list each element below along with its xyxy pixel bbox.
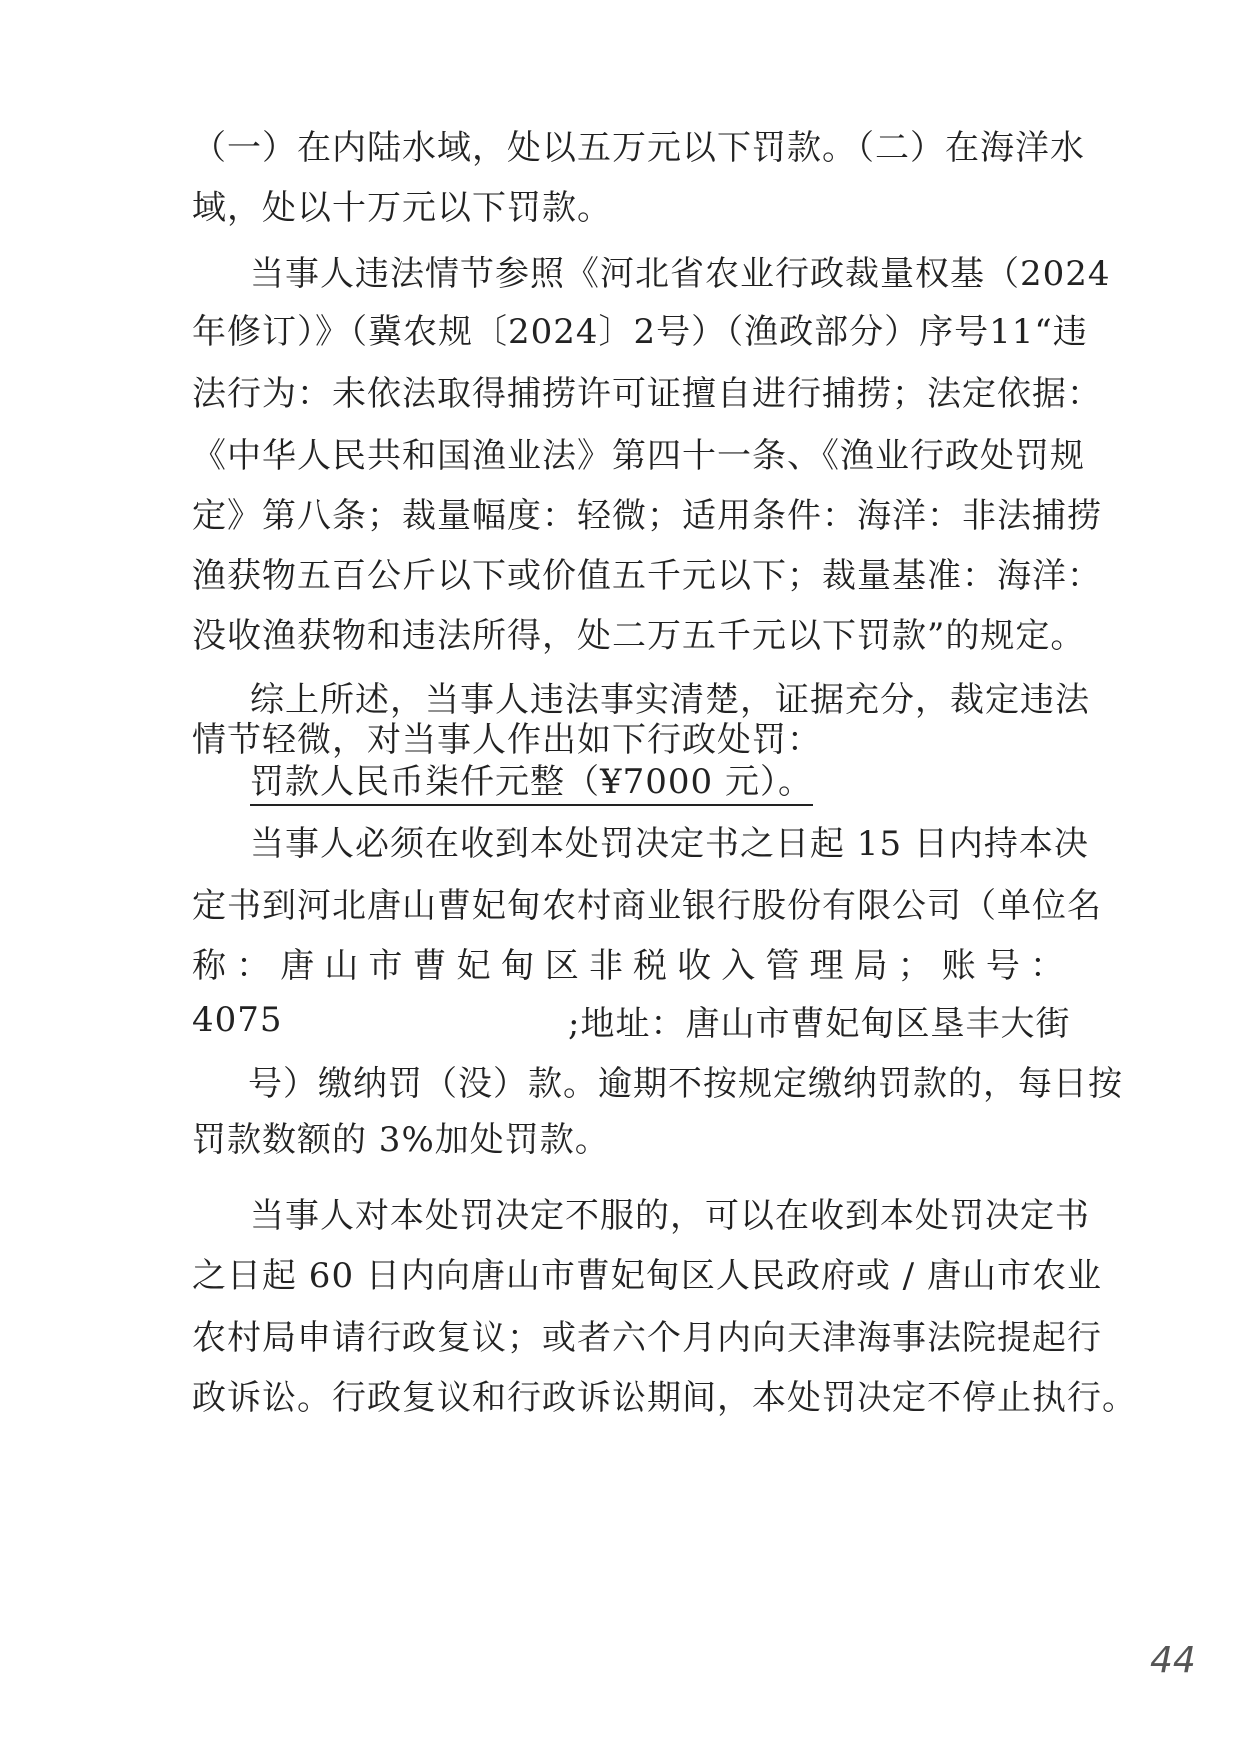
- paragraph-line: 没收渔获物和违法所得，处二万五千元以下罚款”的规定。: [192, 616, 1086, 656]
- paragraph-line: 之日起 60 日内向唐山市曹妃甸区人民政府或 / 唐山市农业: [192, 1256, 1102, 1296]
- paragraph-line: 域，处以十万元以下罚款。: [192, 188, 612, 228]
- paragraph-line: 当事人必须在收到本处罚决定书之日起 15 日内持本决: [250, 824, 1089, 864]
- penalty-amount: 罚款人民币柒仟元整（¥7000 元）。: [250, 762, 813, 806]
- paragraph-line: 称：唐山市曹妃甸区非税收入管理局；账号：: [192, 946, 1072, 986]
- paragraph-line: 《中华人民共和国渔业法》第四十一条、《渔业行政处罚规: [192, 436, 1085, 476]
- paragraph-line: 当事人对本处罚决定不服的，可以在收到本处罚决定书: [250, 1196, 1090, 1236]
- paragraph-line: 综上所述，当事人违法事实清楚，证据充分，裁定违法: [250, 680, 1090, 720]
- address-line: ;地址：唐山市曹妃甸区垦丰大街: [568, 1004, 1071, 1044]
- account-number: 4075: [192, 1000, 283, 1040]
- paragraph-line: 定》第八条；裁量幅度：轻微；适用条件：海洋：非法捕捞: [192, 496, 1102, 536]
- paragraph-line: 渔获物五百公斤以下或价值五千元以下；裁量基准：海洋：: [192, 556, 1102, 596]
- paragraph-line: （一）在内陆水域，处以五万元以下罚款。（二）在海洋水: [192, 128, 1085, 168]
- paragraph-line: 定书到河北唐山曹妃甸农村商业银行股份有限公司（单位名: [192, 886, 1102, 926]
- paragraph-line: 号）缴纳罚（没）款。逾期不按规定缴纳罚款的，每日按: [248, 1064, 1123, 1104]
- paragraph-line: 情节轻微，对当事人作出如下行政处罚：: [192, 720, 822, 760]
- paragraph-line: 当事人违法情节参照《河北省农业行政裁量权基（2024: [250, 254, 1111, 294]
- paragraph-line: 法行为：未依法取得捕捞许可证擅自进行捕捞；法定依据：: [192, 374, 1102, 414]
- paragraph-line: 罚款数额的 3%加处罚款。: [192, 1120, 610, 1160]
- page-number: 44: [1150, 1640, 1196, 1681]
- paragraph-line: 年修订）》（冀农规〔2024〕2号）（渔政部分）序号11“违: [192, 312, 1088, 352]
- paragraph-line: 农村局申请行政复议；或者六个月内向天津海事法院提起行: [192, 1318, 1102, 1358]
- paragraph-line: 政诉讼。行政复议和行政诉讼期间，本处罚决定不停止执行。: [192, 1378, 1137, 1418]
